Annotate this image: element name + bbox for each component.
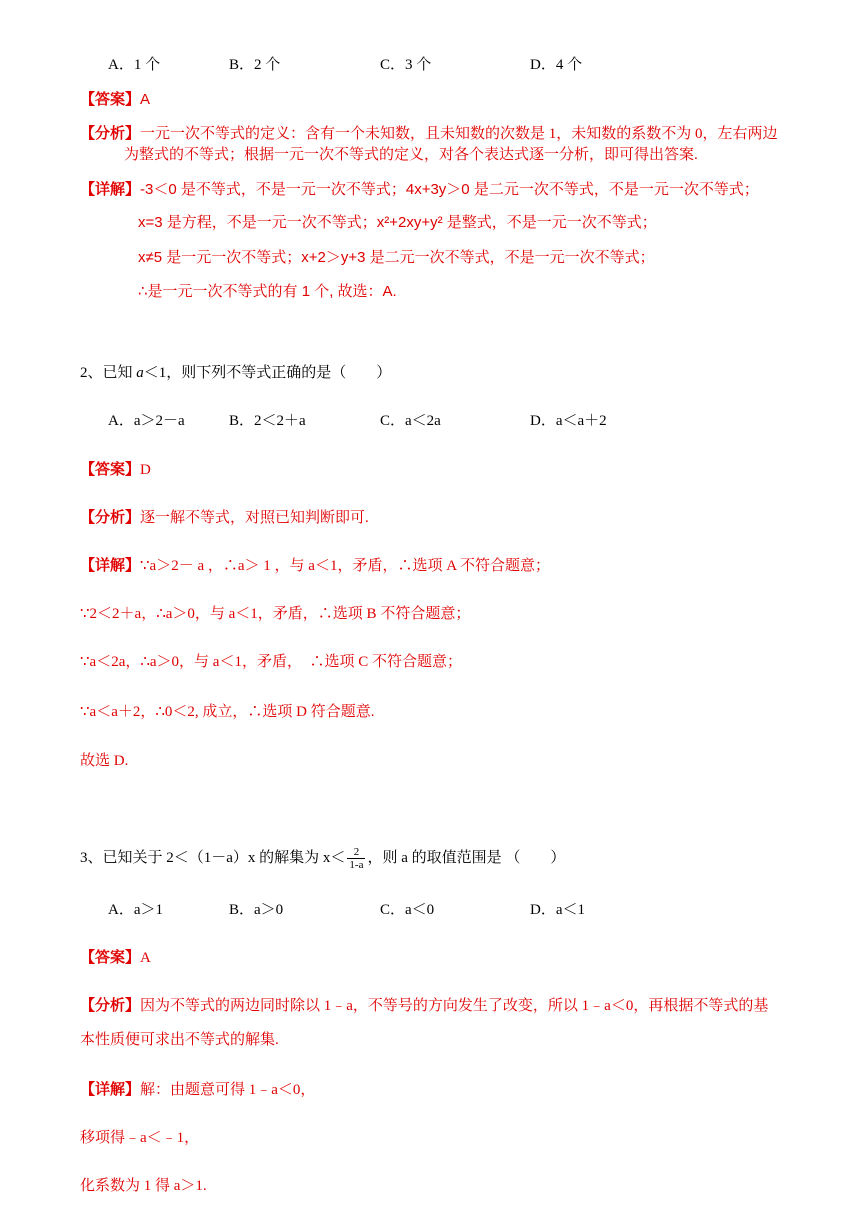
q1-analysis xyxy=(80,124,778,144)
q2-option-b: B．2＜2＋a xyxy=(229,413,306,429)
q2-option-d: D．a＜a＋2 xyxy=(530,413,607,429)
q1-analysis-line1: 一元一次不等式的定义：含有一个未知数，且未知数的次数是 1，未知数的系数不为 0，左右两边 xyxy=(140,126,778,142)
q1-analysis-line2: 为整式的不等式；根据一元一次不等式的定义，对各个表达式逐一分析，即可得出答案. xyxy=(124,147,698,163)
q3-detail-line2: 移项得﹣a＜﹣1， xyxy=(80,1130,200,1146)
q2-detail xyxy=(80,556,550,576)
q2-analysis-text: 逐一解不等式，对照已知判断即可. xyxy=(140,510,369,526)
q3-stem-suffix: ，则 a 的取值范围是 （ ） xyxy=(367,850,566,866)
q2-conclusion: 故选 D. xyxy=(80,753,129,769)
q2-stem xyxy=(80,363,391,383)
q3-analysis-label: 【分析】 xyxy=(80,998,141,1014)
q3-answer xyxy=(80,948,151,968)
q3-fraction xyxy=(347,846,365,871)
q2-detail-label: 【详解】 xyxy=(80,558,141,574)
q3-analysis xyxy=(80,996,768,1016)
q2-stem-var: a xyxy=(136,365,144,381)
q1-option-c: C．3 个 xyxy=(380,57,432,73)
q2-stem-prefix: 2、已知 xyxy=(80,365,137,381)
q1-detail-line1: -3＜0 是不等式，不是一元一次不等式；4x+3y＞0 是二元一次不等式，不是一元一次不等式； xyxy=(140,181,759,198)
q2-detail-line4: ∵a＜a＋2，∴0＜2, 成立，∴选项 D 符合题意. xyxy=(80,704,375,720)
q3-stem-prefix: 3、已知关于 2＜（1－a）x 的解集为 x＜ xyxy=(80,850,346,866)
q2-detail-line3: ∵a＜2a，∴a＞0，与 a＜1，矛盾， ∴选项 C 不符合题意； xyxy=(80,654,462,670)
q3-analysis-line2: 本性质便可求出不等式的解集. xyxy=(80,1032,279,1048)
q1-option-d: D．4 个 xyxy=(530,57,583,73)
q2-option-a: A．a＞2－a xyxy=(108,413,185,429)
q3-detail-line1: 解：由题意可得 1﹣a＜0， xyxy=(140,1082,316,1098)
q3-answer-value: A xyxy=(140,950,151,966)
q1-answer-label: 【答案】 xyxy=(80,92,141,108)
q3-option-a: A．a＞1 xyxy=(108,902,163,918)
q3-option-b: B．a＞0 xyxy=(229,902,284,918)
q3-detail-label: 【详解】 xyxy=(80,1082,141,1098)
q2-answer-label: 【答案】 xyxy=(80,462,141,478)
q3-stem xyxy=(80,845,565,871)
q2-analysis-label: 【分析】 xyxy=(80,510,141,526)
q3-detail-line3: 化系数为 1 得 a＞1. xyxy=(80,1178,207,1194)
q3-frac-numerator: 2 xyxy=(347,846,365,859)
q1-option-b: B．2 个 xyxy=(229,57,281,73)
q1-detail-label: 【详解】 xyxy=(80,182,141,198)
q1-answer xyxy=(80,90,150,110)
q1-option-a: A．1 个 xyxy=(108,57,161,73)
q3-option-d: D．a＜1 xyxy=(530,902,585,918)
q3-frac-denominator: 1-a xyxy=(349,859,364,872)
q1-detail-line3: x≠5 是一元一次不等式；x+2＞y+3 是二元一次不等式，不是一元一次不等式； xyxy=(138,249,655,266)
q2-stem-suffix: ＜1，则下列不等式正确的是（ ） xyxy=(143,365,392,381)
q1-detail xyxy=(80,180,759,200)
q2-option-c: C．a＜2a xyxy=(380,413,441,429)
q2-analysis xyxy=(80,508,369,528)
q1-analysis-label: 【分析】 xyxy=(80,126,141,142)
q1-detail-line2: x=3 是方程，不是一元一次不等式；x²+2xy+y² 是整式，不是一元一次不等式； xyxy=(138,214,657,231)
q3-analysis-line1: 因为不等式的两边同时除以 1﹣a，不等号的方向发生了改变，所以 1﹣a＜0，再根据不等式的基 xyxy=(140,998,769,1014)
q1-answer-value: A xyxy=(140,91,151,108)
q1-detail-line4: ∴是一元一次不等式的有 1 个, 故选：A. xyxy=(138,283,397,300)
q2-answer-value: D xyxy=(140,462,151,478)
q3-answer-label: 【答案】 xyxy=(80,950,141,966)
q2-detail-line1: ∵a＞2－ a ，∴a＞ 1 ，与 a＜1，矛盾，∴选项 A 不符合题意； xyxy=(140,558,550,574)
q2-detail-line2: ∵2＜2＋a，∴a＞0，与 a＜1，矛盾，∴选项 B 不符合题意； xyxy=(80,606,471,622)
q2-answer xyxy=(80,460,151,480)
q3-option-c: C．a＜0 xyxy=(380,902,435,918)
q3-detail xyxy=(80,1080,315,1100)
